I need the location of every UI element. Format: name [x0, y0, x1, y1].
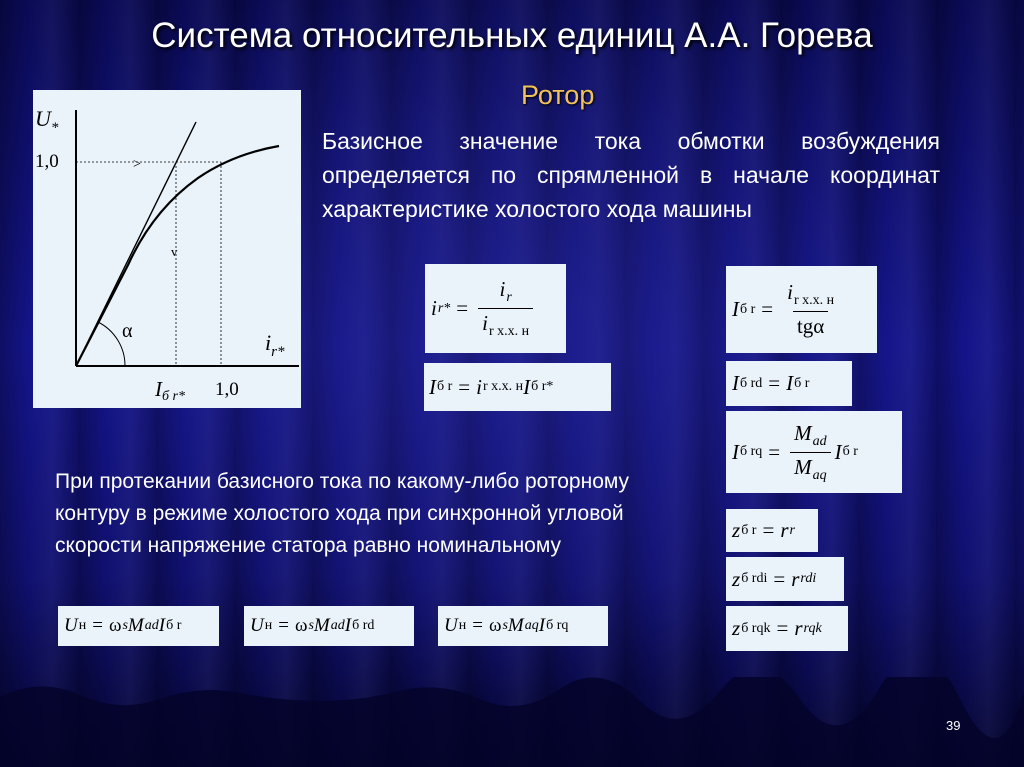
paragraph-no-load: При протекании базисного тока по какому-либо роторному контуру в режиме холостого хода при синхронной угловой скорости напряжение статора равно номинальному	[55, 470, 630, 557]
angle-label: α	[122, 320, 133, 342]
angle-arc	[98, 322, 125, 366]
graph-canvas	[33, 90, 301, 408]
curtain-bottom-decoration	[0, 677, 1024, 767]
formula-voltage-r: U н = ω s M ad I б r	[58, 606, 219, 646]
no-load-characteristic-graph	[33, 90, 301, 408]
x-axis-label: $i_{r*}$	[265, 330, 285, 360]
arrow-right-marker: >	[133, 157, 141, 172]
y-axis-label: $U_*$	[35, 106, 59, 136]
x-tick-one: 1,0	[215, 379, 239, 400]
slide-title: Система относительных единиц А.А. Горева	[151, 16, 873, 55]
formula-voltage-rq: U н = ω s M aq I б rq	[438, 606, 608, 646]
formula-base-impedance-rdi: z б rdi = r rdi	[726, 557, 844, 601]
formula-relative-current: i r* = $\frac{i_r}{i_{r х.х. н}}$	[425, 264, 566, 353]
formula-voltage-rd: U н = ω s M ad I б rd	[244, 606, 414, 646]
page-number: 39	[946, 718, 961, 733]
slide-subtitle: Ротор	[521, 80, 595, 110]
paragraph-base-current: Базисное значение тока обмотки возбуждения определяется по спрямленной в начале координат характеристике холостого хода машины	[322, 128, 940, 222]
y-tick-label: 1,0	[35, 151, 59, 172]
formula-base-impedance-r: z б r = r r	[726, 509, 818, 552]
arrow-down-marker: v	[171, 244, 178, 259]
formula-base-current-rq: I б rq = $\frac{M_{ad}}{M_{aq}}$ I б r	[726, 411, 902, 493]
formula-base-impedance-rqk: z б rqk = r rqk	[726, 606, 848, 651]
formula-base-current-tg: I б r = $\frac{i_{r х.х. н}}{\text{tgα}}$	[726, 266, 877, 353]
x-tick-ib: Iб r*	[155, 377, 185, 404]
formula-base-current: I б r = i r х.х. н I б r*	[424, 363, 611, 411]
saturation-curve	[76, 146, 279, 366]
formula-base-current-rd: I б rd = I б r	[726, 361, 852, 406]
